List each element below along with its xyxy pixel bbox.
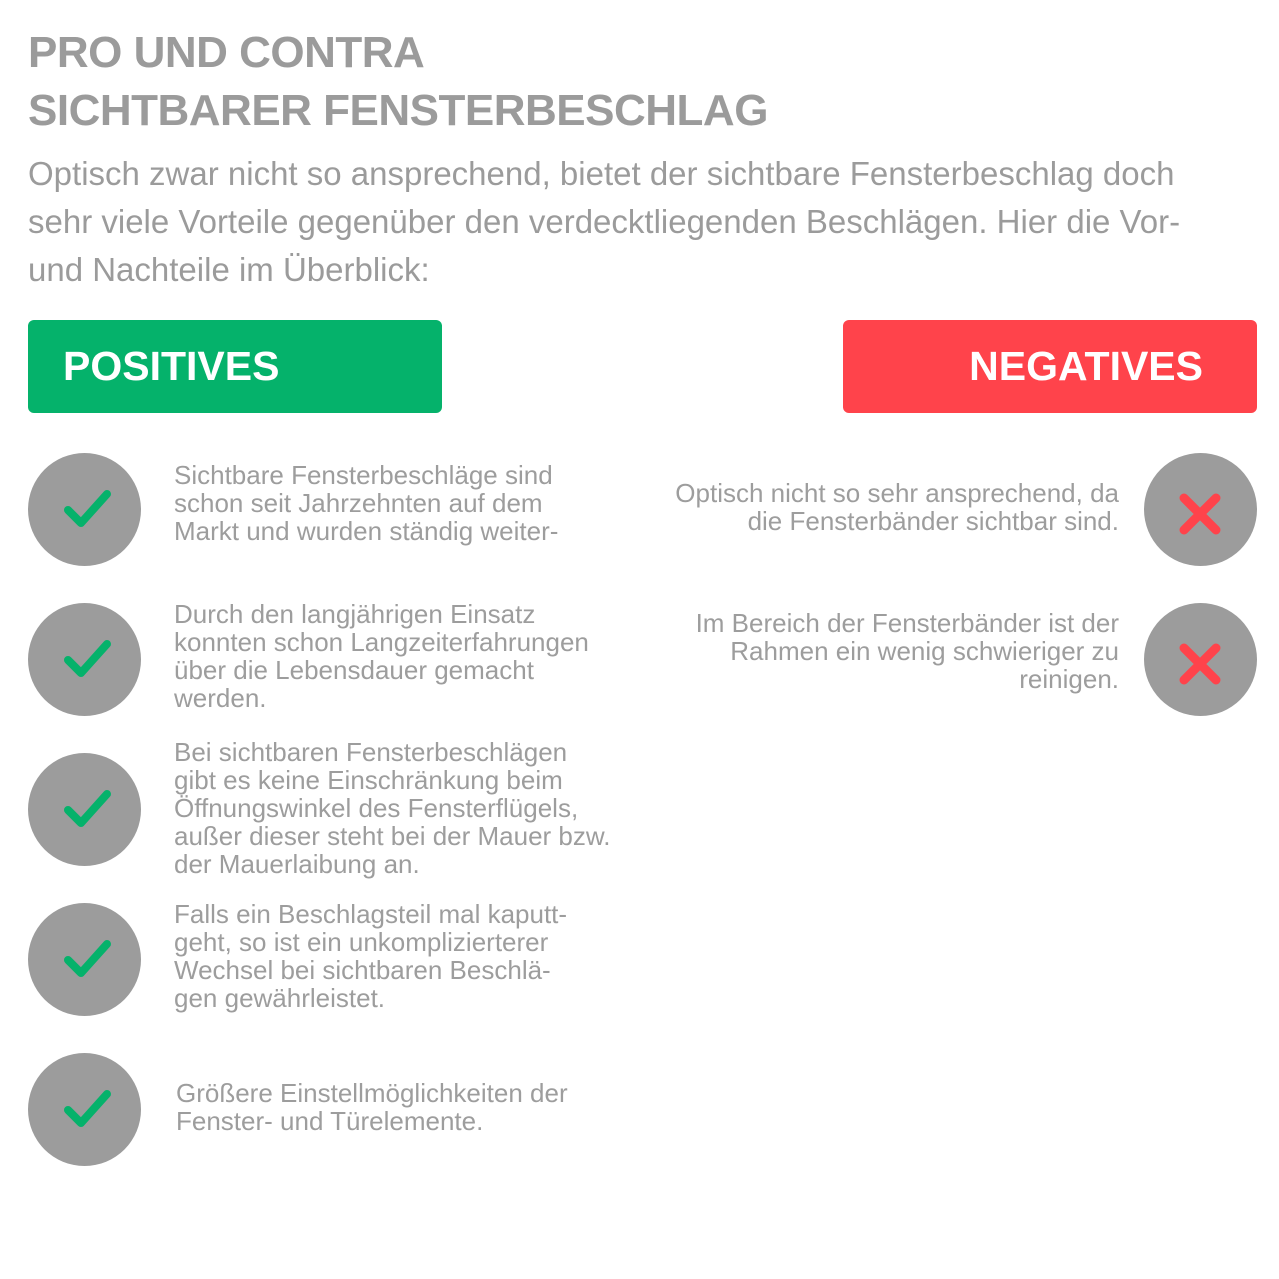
positive-item-4: Falls ein Beschlagsteil mal kaputt- geht, so ist ein unkomplizierterer Wechsel bei sichtbaren Beschlä- gen gewährleistet. xyxy=(174,899,568,1013)
check-icon xyxy=(28,603,141,716)
cross-icon xyxy=(1144,603,1257,716)
page-title xyxy=(28,24,768,140)
intro-paragraph: Optisch zwar nicht so ansprechend, bietet der sichtbare Fensterbeschlag doch sehr viele Vorteile gegenüber den verdecktliegenden Beschlägen. Hier die Vor- und Nachteile im Überblick: xyxy=(28,155,1181,288)
positives-banner: POSITIVES xyxy=(28,320,442,413)
check-icon xyxy=(28,453,141,566)
positive-item-5: Größere Einstellmöglichkeiten der Fenster- und Türelemente. xyxy=(176,1078,568,1136)
check-icon xyxy=(28,1053,141,1166)
negatives-banner: NEGATIVES xyxy=(843,320,1257,413)
check-icon xyxy=(28,753,141,866)
positive-item-2: Durch den langjährigen Einsatz konnten schon Langzeiterfahrungen über die Lebensdauer gemacht werden. xyxy=(174,599,589,713)
positive-item-3: Bei sichtbaren Fensterbeschlägen gibt es keine Einschränkung beim Öffnungswinkel des Fensterflügels, außer dieser steht bei der Mauer bzw. der Mauerlaibung an. xyxy=(174,737,611,879)
check-icon xyxy=(28,903,141,1016)
title-line-1: PRO UND CONTRA xyxy=(28,28,425,77)
negative-item-2: Im Bereich der Fensterbänder ist der Rahmen ein wenig schwieriger zu reinigen. xyxy=(695,608,1119,694)
title-line-2: SICHTBARER FENSTERBESCHLAG xyxy=(28,86,768,135)
cross-icon xyxy=(1144,453,1257,566)
positive-item-1: Sichtbare Fensterbeschläge sind schon seit Jahrzehnten auf dem Markt und wurden ständig weiter- xyxy=(174,460,559,546)
negative-item-1: Optisch nicht so sehr ansprechend, da die Fensterbänder sichtbar sind. xyxy=(675,478,1119,536)
